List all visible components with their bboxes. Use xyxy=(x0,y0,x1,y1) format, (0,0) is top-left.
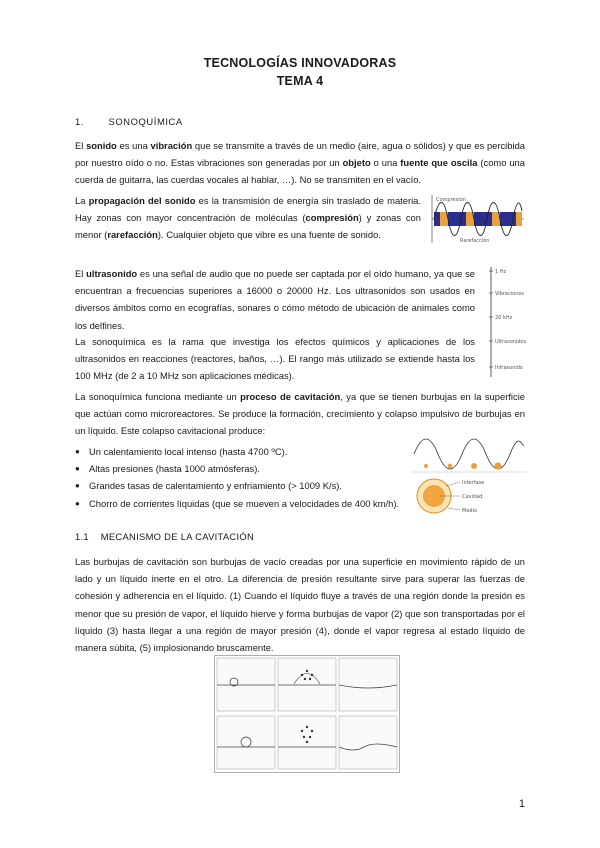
subsection-title: MECANISMO DE LA CAVITACIÓN xyxy=(100,531,255,542)
bubble-label-cavity: Cavidad xyxy=(462,494,483,500)
wave-label-rarefaction: Rarefacción xyxy=(460,238,490,244)
section-heading xyxy=(75,116,183,127)
cavitation-effects-list xyxy=(75,443,407,512)
frequency-scale-figure xyxy=(486,263,528,381)
scale-label-3: 20 kHz xyxy=(495,315,513,321)
sound-wave-figure xyxy=(426,193,526,245)
scale-label-4: Ultrasonidos xyxy=(495,339,527,345)
document-subtitle: TEMA 4 xyxy=(276,74,324,88)
list-item: ● Grandes tasas de calentamiento y enfriamiento (> 1009 K/s). xyxy=(75,477,407,494)
paragraph-cavitation-mechanism: Las burbujas de cavitación son burbujas de vacío creadas por una superficie en movimiento rápido de un lado y un líquido inerte en el otro. La diferencia de presión resultante sirve para superar las fuerzas de cohesión y adherencia en el líquido. (1) Cuando el líquido fluye a través de una región donde la presión es menor que su presión de vapor, el líquido hierve y forma burbujas de vapor (2) que son transportadas por el líquido (3) hasta llegar a una región de mayor presión (4), donde el vapor regresa al estado líquido de manera súbita, (5) implosionando bruscamente. xyxy=(75,556,525,654)
paragraph-cavitation: La sonoquímica funciona mediante un proceso de cavitación, ya que se tienen burbujas en la superficie que actúan como microreactores. Se produce la formación, crecimiento y colapso impulsivo de burbujas en un líquido. Este colapso cavitacional produce: xyxy=(75,391,525,437)
list-item: ● Un calentamiento local intenso (hasta 4700 ºC). xyxy=(75,443,407,460)
cavitation-sequence-figure xyxy=(214,655,400,773)
cavitation-bubble-figure xyxy=(410,432,528,520)
paragraph-ultrasound: El ultrasonido es una señal de audio que no puede ser captada por el oído humano, ya que se encuentran a frecuencias superiores a 16000 o 20000 Hz. Los ultrasonidos son usados en diversos ámbitos como en ecografías, sonares o cómo método de ubicación de animales como los delfines. xyxy=(75,268,475,331)
paragraph-sound: El sonido es una vibración que se transmite a través de un medio (aire, agua o sólidos) y que es percibida por nuestro oído o no. Estas vibraciones son generadas por un objeto o una fuente que oscila (como una cuerda de guitarra, las cuerdas vocales al hablar, …). No se transmiten en el vacío. xyxy=(75,140,525,186)
bubble-label-medium: Medio xyxy=(462,508,478,514)
page-number: 1 xyxy=(518,798,525,810)
document-title: TECNOLOGÍAS INNOVADORAS xyxy=(203,56,397,70)
scale-label-1: 1 Hz xyxy=(495,269,507,275)
section-title: SONOQUÍMICA xyxy=(108,116,183,127)
paragraph-sonochemistry: La sonoquímica es la rama que investiga los efectos químicos y aplicaciones de los ultrasonidos en reacciones (reactores, baños, …). El rango más utilizado se extiende hasta los 100 MHz (de 2 a 10 MHz son aplicaciones médicas). xyxy=(75,336,475,382)
subsection-number: 1.1 xyxy=(75,531,89,542)
list-item: ● Altas presiones (hasta 1000 atmósferas). xyxy=(75,460,407,477)
scale-label-2: Vibraciones xyxy=(495,291,525,297)
section-number: 1. xyxy=(75,116,85,127)
subsection-heading xyxy=(75,531,254,542)
list-item: ● Chorro de corrientes líquidas (que se mueven a velocidades de 400 km/h). xyxy=(75,495,407,512)
wave-label-compression: Compresión xyxy=(436,197,466,203)
paragraph-propagation: La propagación del sonido es la transmisión de energía sin traslado de materia. Hay zonas con mayor concentración de moléculas (compresión) y zonas con menor (rarefacción). Cualquier objeto que vibre es una fuente de sonido. xyxy=(75,195,421,241)
bubble-label-interface: Interfase xyxy=(462,480,485,486)
scale-label-5: Infrasonido xyxy=(495,365,523,371)
